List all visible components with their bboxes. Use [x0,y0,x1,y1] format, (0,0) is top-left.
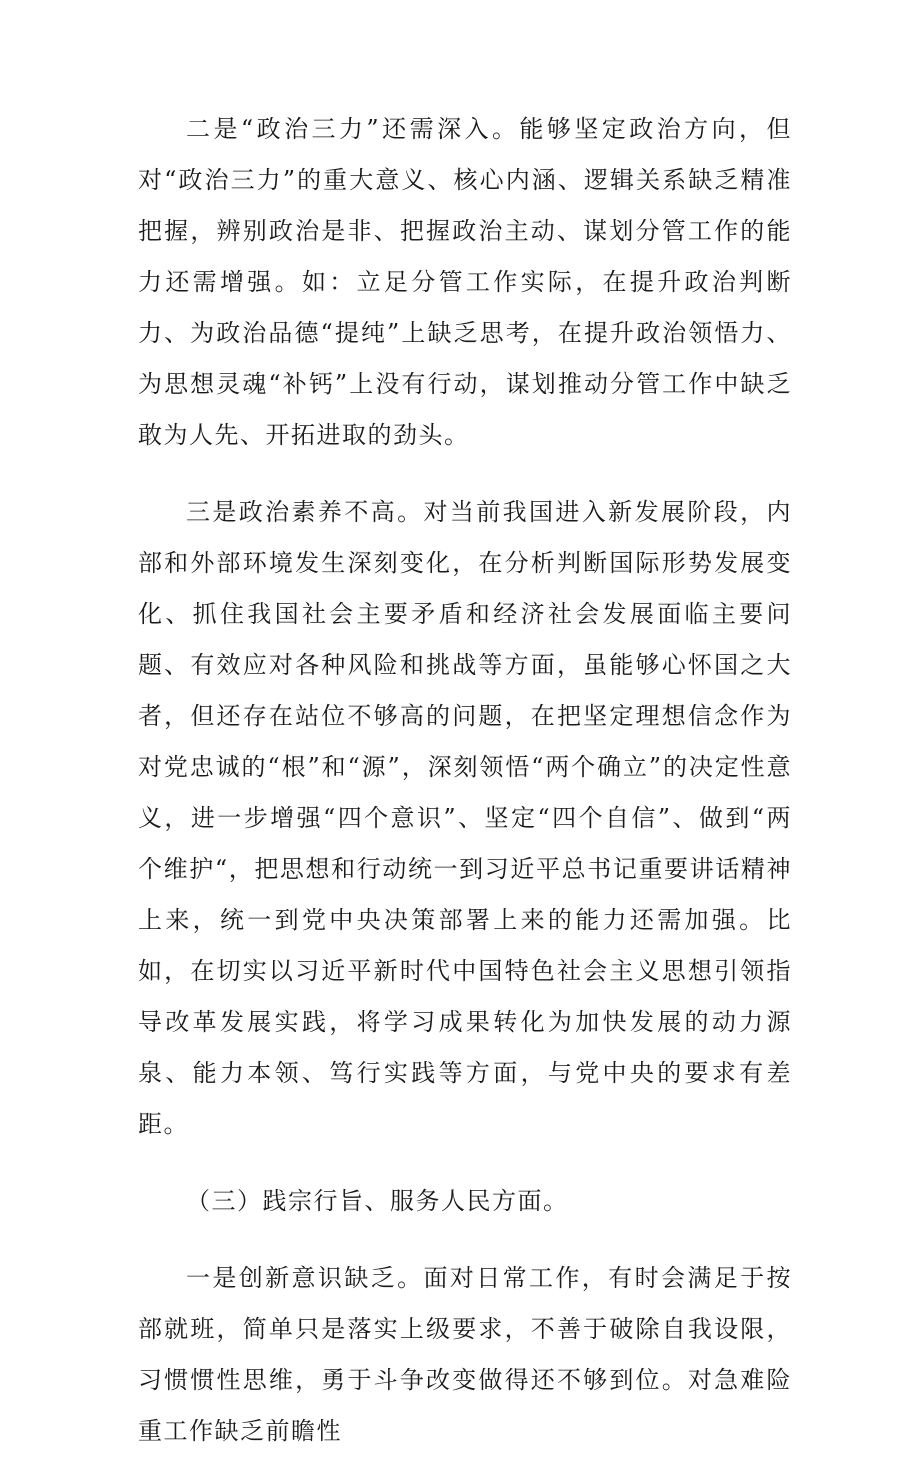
paragraph-political-three-abilities: 二是“政治三力”还需深入。能够坚定政治方向，但对“政治三力”的重大意义、核心内涵、逻辑关系缺乏精准把握，辨别政治是非、把握政治主动、谋划分管工作的能力还需增强。如：立足分管工作实际，在提升政治判断力、为政治品德“提纯”上缺乏思考，在提升政治领悟力、为思想灵魂“补钙”上没有行动，谋划推动分管工作中缺乏敢为人先、开拓进取的劲头。 [138,115,792,449]
paragraph-political-literacy: 三是政治素养不高。对当前我国进入新发展阶段，内部和外部环境发生深刻变化，在分析判断国际形势发展变化、抓住我国社会主要矛盾和经济社会发展面临主要问题、有效应对各种风险和挑战等方面，虽能够心怀国之大者，但还存在站位不够高的问题，在把坚定理想信念作为对党忠诚的“根”和“源”，深刻领悟“两个确立”的决定性意义，进一步增强“四个意识”、坚定“四个自信”、做到“两个维护“，把思想和行动统一到习近平总书记重要讲话精神上来，统一到党中央决策部署上来的能力还需加强。比如，在切实以习近平新时代中国特色社会主义思想引领指导改革发展实践，将学习成果转化为加快发展的动力源泉、能力本领、笃行实践等方面，与党中央的要求有差距。 [138,498,792,1138]
section-heading-serving-people: （三）践宗行旨、服务人民方面。 [186,1187,569,1215]
document-body [138,104,792,1457]
paragraph-innovation-awareness: 一是创新意识缺乏。面对日常工作，有时会满足于按部就班，简单只是落实上级要求，不善于破除自我设限，习惯惯性思维，勇于斗争改变做得还不够到位。对急难险重工作缺乏前瞻性 [138,1264,792,1445]
